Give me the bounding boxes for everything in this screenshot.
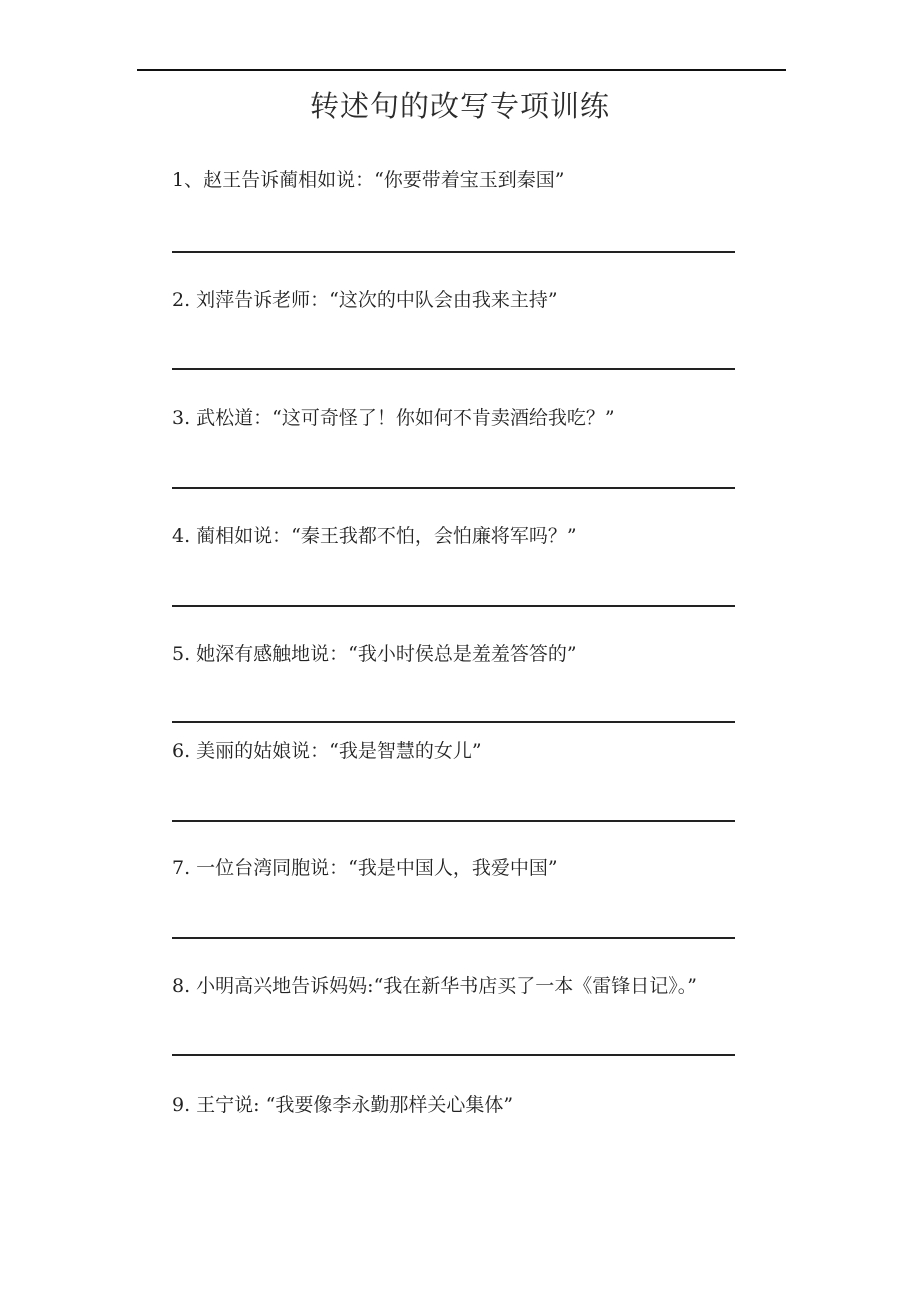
question-7: 7. 一位台湾同胞说：“我是中国人，我爱中国” [172, 857, 558, 879]
answer-line-3[interactable] [172, 487, 735, 489]
question-2: 2. 刘萍告诉老师：“这次的中队会由我来主持” [172, 289, 558, 311]
answer-line-1[interactable] [172, 251, 735, 253]
header-rule [137, 69, 786, 71]
question-5: 5. 她深有感触地说：“我小时侯总是羞羞答答的” [172, 643, 577, 665]
question-1: 1、赵王告诉蔺相如说：“你要带着宝玉到秦国” [172, 169, 565, 191]
question-3: 3. 武松道：“这可奇怪了！你如何不肯卖酒给我吃？” [172, 407, 615, 429]
answer-line-6[interactable] [172, 820, 735, 822]
answer-line-8[interactable] [172, 1054, 735, 1056]
answer-line-5[interactable] [172, 721, 735, 723]
page-title: 转述句的改写专项训练 [309, 89, 610, 123]
answer-line-4[interactable] [172, 605, 735, 607]
answer-line-2[interactable] [172, 368, 735, 370]
answer-line-7[interactable] [172, 937, 735, 939]
question-8: 8. 小明高兴地告诉妈妈:“我在新华书店买了一本《雷锋日记》。” [172, 975, 697, 997]
question-9: 9. 王宁说: “我要像李永勤那样关心集体” [172, 1094, 514, 1116]
question-4: 4. 蔺相如说：“秦王我都不怕，会怕廉将军吗？” [172, 525, 577, 547]
question-6: 6. 美丽的姑娘说：“我是智慧的女儿” [172, 740, 482, 762]
